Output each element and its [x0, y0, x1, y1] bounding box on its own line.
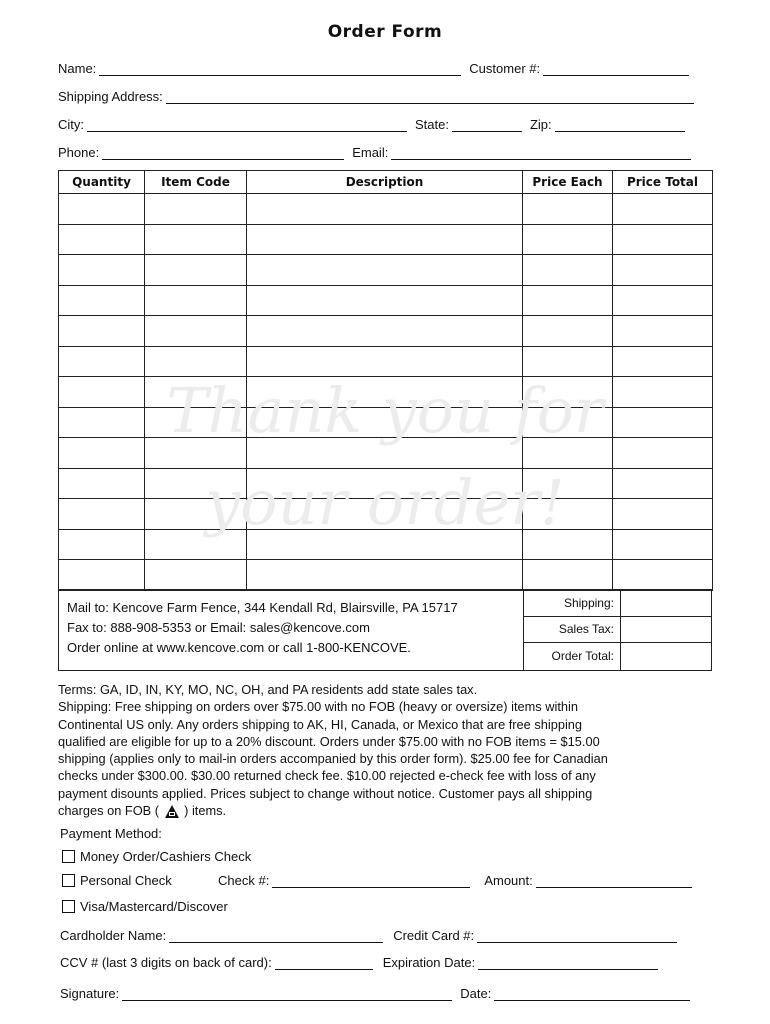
- order-online-text: Order online at www.kencove.com or call 1-800-KENCOVE.: [67, 640, 411, 655]
- state-label: State:: [415, 117, 449, 132]
- quantity-cell[interactable]: [59, 560, 145, 591]
- quantity-cell[interactable]: [59, 468, 145, 499]
- item-code-cell[interactable]: [145, 377, 247, 408]
- mail-to-text: Mail to: Kencove Farm Fence, 344 Kendall Rd, Blairsville, PA 15717: [67, 600, 458, 615]
- zip-label: Zip:: [529, 117, 552, 132]
- money-order-checkbox[interactable]: [62, 850, 75, 863]
- phone-email-row: [58, 142, 712, 160]
- email-field[interactable]: [391, 145, 691, 160]
- check-number-label: Check #:: [218, 873, 270, 888]
- table-row: [59, 407, 713, 438]
- price-each-cell[interactable]: [523, 407, 613, 438]
- signature-field[interactable]: [122, 986, 452, 1001]
- name-field[interactable]: [99, 61, 461, 76]
- money-order-label: Money Order/Cashiers Check: [80, 849, 252, 864]
- shipping-row: [524, 590, 712, 617]
- table-row: [59, 255, 713, 286]
- shipping-address-label: Shipping Address:: [58, 89, 163, 104]
- price-each-cell[interactable]: [523, 316, 613, 347]
- terms-line: checks under $300.00. $30.00 returned check fee. $10.00 rejected e-check fee with loss of any: [58, 768, 596, 784]
- cardholder-name-field[interactable]: [169, 928, 383, 943]
- price-total-cell[interactable]: [613, 560, 713, 591]
- name-row: [58, 58, 712, 76]
- personal-check-option: [62, 873, 710, 888]
- signature-date-row: [60, 983, 710, 1001]
- description-column-header: Description: [247, 171, 523, 194]
- personal-check-checkbox[interactable]: [62, 874, 75, 887]
- personal-check-label: Personal Check: [80, 873, 172, 888]
- quantity-cell[interactable]: [59, 438, 145, 469]
- price-total-cell[interactable]: [613, 468, 713, 499]
- contact-totals-box: [58, 589, 712, 671]
- watermark-line-2: your order!: [205, 466, 565, 539]
- check-number-field[interactable]: [272, 873, 470, 888]
- sales-tax-row: [524, 617, 712, 644]
- table-row: [59, 346, 713, 377]
- quantity-cell[interactable]: [59, 194, 145, 225]
- description-cell[interactable]: [247, 194, 523, 225]
- credit-card-label: Visa/Mastercard/Discover: [80, 899, 228, 914]
- quantity-cell[interactable]: [59, 499, 145, 530]
- price-total-cell[interactable]: [613, 194, 713, 225]
- price-total-cell[interactable]: [613, 499, 713, 530]
- fax-email-text: Fax to: 888-908-5353 or Email: sales@kencove.com: [67, 620, 370, 635]
- item-code-cell[interactable]: [145, 194, 247, 225]
- ccv-field[interactable]: [275, 955, 373, 970]
- description-cell[interactable]: [247, 377, 523, 408]
- terms-text: [58, 681, 712, 819]
- city-label: City:: [58, 117, 84, 132]
- quantity-column-header: Quantity: [59, 171, 145, 194]
- table-row: [59, 438, 713, 469]
- price-each-cell[interactable]: [523, 529, 613, 560]
- item-code-cell[interactable]: [145, 316, 247, 347]
- terms-line: shipping (applies only to mail-in orders accompanied by this order form). $25.00 fee for Canadian: [58, 751, 608, 767]
- credit-card-option[interactable]: [62, 899, 228, 914]
- ccv-label: CCV # (last 3 digits on back of card):: [60, 955, 272, 970]
- table-row: [59, 499, 713, 530]
- quantity-cell[interactable]: [59, 377, 145, 408]
- table-row: [59, 224, 713, 255]
- description-cell[interactable]: [247, 407, 523, 438]
- price-each-cell[interactable]: [523, 285, 613, 316]
- table-row: [59, 194, 713, 225]
- item-code-cell[interactable]: [145, 224, 247, 255]
- terms-line: payment disounts applied. Prices subject to change without notice. Customer pays all shipping: [58, 785, 593, 801]
- table-row: [59, 377, 713, 408]
- price-each-cell[interactable]: [523, 499, 613, 530]
- table-row: [59, 316, 713, 347]
- terms-line: Shipping: Free shipping on orders over $75.00 with no FOB (heavy or oversize) items within: [58, 699, 578, 715]
- city-state-zip-row: [58, 114, 712, 132]
- table-row: [59, 468, 713, 499]
- description-cell[interactable]: [247, 438, 523, 469]
- item-code-cell[interactable]: [145, 346, 247, 377]
- zip-field[interactable]: [555, 117, 685, 132]
- description-cell[interactable]: [247, 285, 523, 316]
- payment-method-title: Payment Method:: [60, 826, 162, 841]
- signature-label: Signature:: [60, 986, 120, 1001]
- table-row: [59, 529, 713, 560]
- credit-card-number-field[interactable]: [477, 928, 677, 943]
- credit-card-number-label: Credit Card #:: [393, 928, 475, 943]
- quantity-cell[interactable]: [59, 407, 145, 438]
- quantity-cell[interactable]: [59, 255, 145, 286]
- price-each-cell[interactable]: [523, 194, 613, 225]
- item-code-cell[interactable]: [145, 560, 247, 591]
- city-field[interactable]: [87, 117, 407, 132]
- price-each-cell[interactable]: [523, 377, 613, 408]
- quantity-cell[interactable]: [59, 529, 145, 560]
- description-cell[interactable]: [247, 560, 523, 591]
- order-total-row: [524, 643, 712, 670]
- description-cell[interactable]: [247, 255, 523, 286]
- description-cell[interactable]: [247, 468, 523, 499]
- name-label: Name:: [58, 61, 97, 76]
- quantity-cell[interactable]: [59, 224, 145, 255]
- description-cell[interactable]: [247, 529, 523, 560]
- state-field[interactable]: [452, 117, 522, 132]
- price-total-cell[interactable]: [613, 346, 713, 377]
- sales-tax-label: Sales Tax:: [524, 617, 621, 643]
- quantity-cell[interactable]: [59, 316, 145, 347]
- cardholder-name-label: Cardholder Name:: [60, 928, 167, 943]
- credit-card-checkbox[interactable]: [62, 900, 75, 913]
- sales-tax-value-field[interactable]: [621, 617, 712, 643]
- description-cell[interactable]: [247, 224, 523, 255]
- price-each-column-header: Price Each: [523, 171, 613, 194]
- phone-label: Phone:: [58, 145, 100, 160]
- item-code-cell[interactable]: [145, 255, 247, 286]
- terms-line: Terms: GA, ID, IN, KY, MO, NC, OH, and PA residents add state sales tax.: [58, 682, 478, 697]
- amount-field[interactable]: [536, 873, 692, 888]
- expiration-date-label: Expiration Date:: [382, 955, 476, 970]
- email-label: Email:: [352, 145, 389, 160]
- form-title: Order Form: [327, 22, 443, 42]
- fob-truck-icon: [163, 803, 181, 819]
- item-code-column-header: Item Code: [145, 171, 247, 194]
- fob-line-end: ) items.: [184, 803, 227, 819]
- date-label: Date:: [460, 986, 492, 1001]
- price-total-cell[interactable]: [613, 529, 713, 560]
- shipping-value-field[interactable]: [621, 590, 712, 616]
- terms-line: Continental US only. Any orders shipping to AK, HI, Canada, or Mexico that are free shipping: [58, 716, 583, 732]
- quantity-cell[interactable]: [59, 285, 145, 316]
- price-total-cell[interactable]: [613, 255, 713, 286]
- table-row: [59, 560, 713, 591]
- expiration-date-field[interactable]: [478, 955, 658, 970]
- order-total-value-field[interactable]: [621, 643, 712, 670]
- shipping-address-row: [58, 86, 712, 104]
- price-total-cell[interactable]: [613, 316, 713, 347]
- terms-line: [58, 802, 712, 819]
- order-total-label: Order Total:: [524, 643, 621, 670]
- price-total-cell[interactable]: [613, 224, 713, 255]
- price-each-cell[interactable]: [523, 468, 613, 499]
- item-code-cell[interactable]: [145, 468, 247, 499]
- watermark-line-1: Thank you for: [166, 374, 604, 447]
- contact-info: [67, 598, 458, 658]
- price-total-cell[interactable]: [613, 285, 713, 316]
- terms-line: qualified are eligible for up to a 20% discount. Orders under $75.00 with no FOB items = $15.00: [58, 733, 600, 749]
- quantity-cell[interactable]: [59, 346, 145, 377]
- item-code-cell[interactable]: [145, 499, 247, 530]
- ccv-expiration-row: [60, 952, 710, 970]
- money-order-option[interactable]: [62, 849, 251, 864]
- amount-label: Amount:: [484, 873, 533, 888]
- phone-field[interactable]: [102, 145, 344, 160]
- description-cell[interactable]: [247, 499, 523, 530]
- description-cell[interactable]: [247, 346, 523, 377]
- price-total-cell[interactable]: [613, 407, 713, 438]
- description-cell[interactable]: [247, 316, 523, 347]
- order-items-table: [58, 170, 713, 591]
- price-total-cell[interactable]: [613, 438, 713, 469]
- table-row: [59, 285, 713, 316]
- price-each-cell[interactable]: [523, 346, 613, 377]
- item-code-cell[interactable]: [145, 529, 247, 560]
- cardholder-row: [60, 925, 710, 943]
- price-total-cell[interactable]: [613, 377, 713, 408]
- shipping-address-field[interactable]: [166, 89, 694, 104]
- price-each-cell[interactable]: [523, 255, 613, 286]
- price-total-column-header: Price Total: [613, 171, 713, 194]
- customer-number-label: Customer #:: [469, 61, 541, 76]
- item-code-cell[interactable]: [145, 285, 247, 316]
- price-each-cell[interactable]: [523, 560, 613, 591]
- shipping-label: Shipping:: [524, 590, 621, 616]
- table-header-row: [59, 171, 713, 194]
- fob-line-start: charges on FOB (: [58, 803, 159, 819]
- item-code-cell[interactable]: [145, 438, 247, 469]
- price-each-cell[interactable]: [523, 438, 613, 469]
- item-code-cell[interactable]: [145, 407, 247, 438]
- customer-number-field[interactable]: [543, 61, 689, 76]
- totals-block: [523, 590, 712, 670]
- price-each-cell[interactable]: [523, 224, 613, 255]
- date-field[interactable]: [494, 986, 690, 1001]
